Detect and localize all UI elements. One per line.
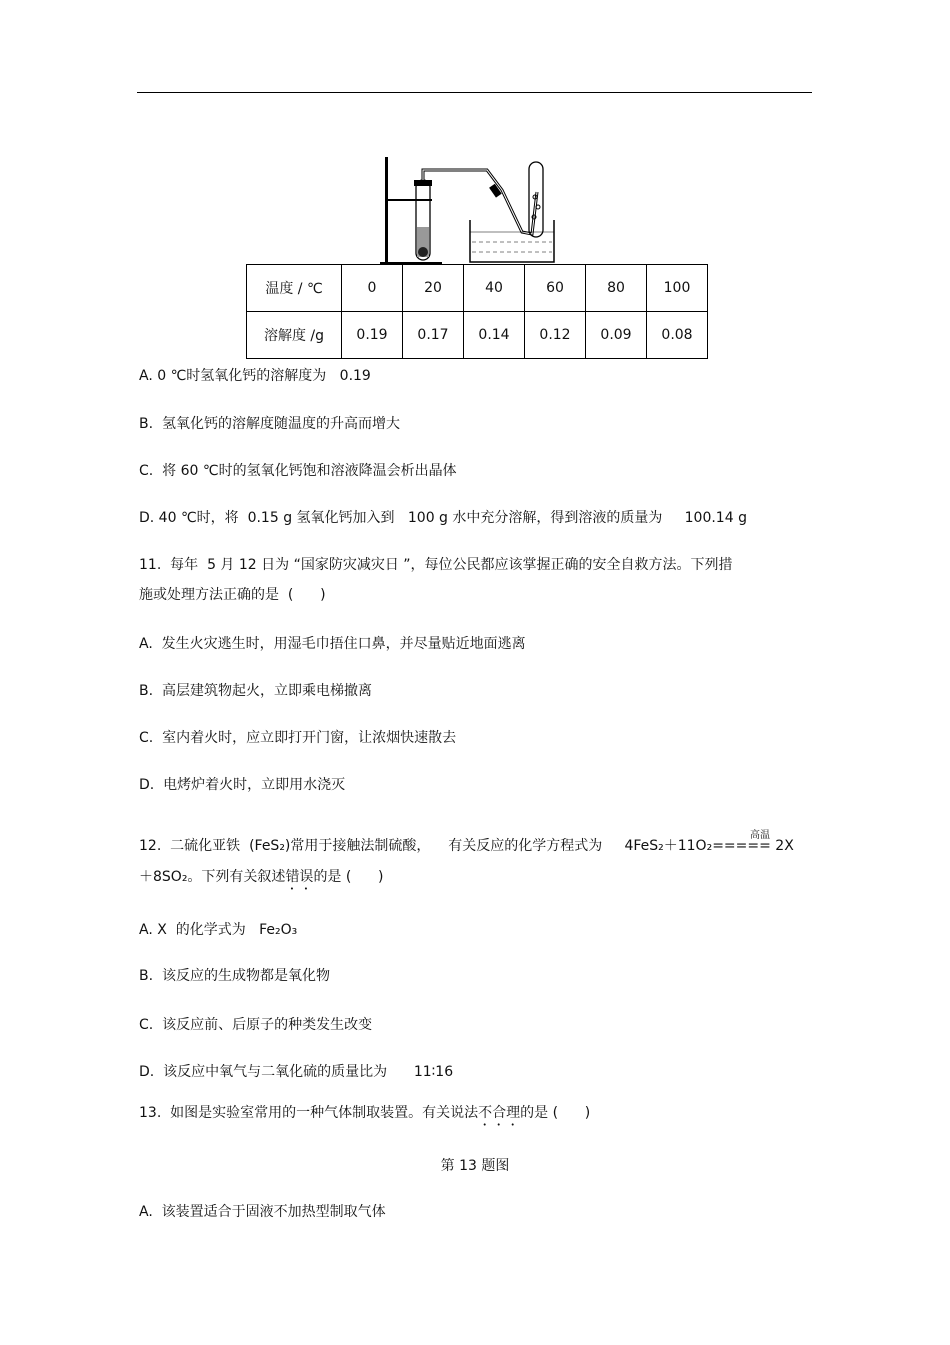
table-cell: 0.17 — [403, 312, 464, 359]
q10-option-d: D. 40 ℃时，将 0.15 g 氢氧化钙加入到 100 g 水中充分溶解，得到溶液的质量为 100.14 g — [139, 510, 747, 526]
table-cell: 0 — [342, 265, 403, 312]
q12-option-c: C. 该反应前、后原子的种类发生改变 — [139, 1017, 373, 1033]
table-cell: 60 — [525, 265, 586, 312]
q11-stem-line1: 11. 每年 5 月 12 日为 “国家防灾减灾日 ”，每位公民都应该掌握正确的安全自救方法。下列措 — [139, 557, 733, 573]
q13-stem-text: 13. 如图是实验室常用的一种气体制取装置。有关说法 — [139, 1105, 479, 1121]
table-row — [247, 265, 708, 312]
gas-apparatus-figure — [372, 152, 562, 267]
table-row — [247, 312, 708, 359]
q12-option-d: D. 该反应中氧气与二氧化硫的质量比为 11∶16 — [139, 1064, 454, 1080]
table-cell: 0.14 — [464, 312, 525, 359]
table-header-cell: 溶解度 /g — [247, 312, 342, 359]
solubility-table — [246, 264, 708, 359]
q11-option-c: C. 室内着火时，应立即打开门窗，让浓烟快速散去 — [139, 730, 457, 746]
table-cell: 0.12 — [525, 312, 586, 359]
q12-option-a: A. X 的化学式为 Fe₂O₃ — [139, 922, 298, 938]
q12-option-b: B. 该反应的生成物都是氧化物 — [139, 968, 330, 984]
reaction-condition: 高温 — [750, 830, 770, 841]
q11-option-b: B. 高层建筑物起火，立即乘电梯撤离 — [139, 683, 372, 699]
table-cell: 20 — [403, 265, 464, 312]
q13-stem — [139, 1104, 590, 1129]
q10-option-a: A. 0 ℃时氢氧化钙的溶解度为 0.19 — [139, 368, 371, 384]
header-rule — [137, 92, 812, 93]
q12-emphasis: 错误 — [285, 869, 314, 885]
table-cell: 0.08 — [647, 312, 708, 359]
q12-stem-line1: 12. 二硫化亚铁 (FeS₂)常用于接触法制硫酸， 有关反应的化学方程式为 4FeS₂＋11O₂===== 2X — [139, 838, 794, 854]
table-cell: 80 — [586, 265, 647, 312]
q11-stem-line2: 施或处理方法正确的是 ( ) — [139, 587, 326, 603]
figure-caption: 第 13 题图 — [440, 1158, 510, 1174]
q10-option-c: C. 将 60 ℃时的氢氧化钙饱和溶液降温会析出晶体 — [139, 463, 457, 479]
q12-stem-tail: 的是 ( ) — [313, 869, 384, 885]
table-header-cell: 温度 / ℃ — [247, 265, 342, 312]
q11-option-a: A. 发生火灾逃生时，用湿毛巾捂住口鼻，并尽量贴近地面逃离 — [139, 636, 526, 652]
q11-option-d: D. 电烤炉着火时，立即用水浇灭 — [139, 777, 346, 793]
table-cell: 100 — [647, 265, 708, 312]
table-cell: 0.19 — [342, 312, 403, 359]
q13-stem-tail: 的是 ( ) — [520, 1105, 591, 1121]
q12-stem-line2 — [139, 868, 384, 893]
table-cell: 0.09 — [586, 312, 647, 359]
q13-emphasis: 不合理 — [478, 1105, 521, 1121]
q13-option-a: A. 该装置适合于固液不加热型制取气体 — [139, 1204, 386, 1220]
table-cell: 40 — [464, 265, 525, 312]
q10-option-b: B. 氢氧化钙的溶解度随温度的升高而增大 — [139, 416, 400, 432]
q12-stem-text: ＋8SO₂。下列有关叙述 — [139, 869, 286, 885]
